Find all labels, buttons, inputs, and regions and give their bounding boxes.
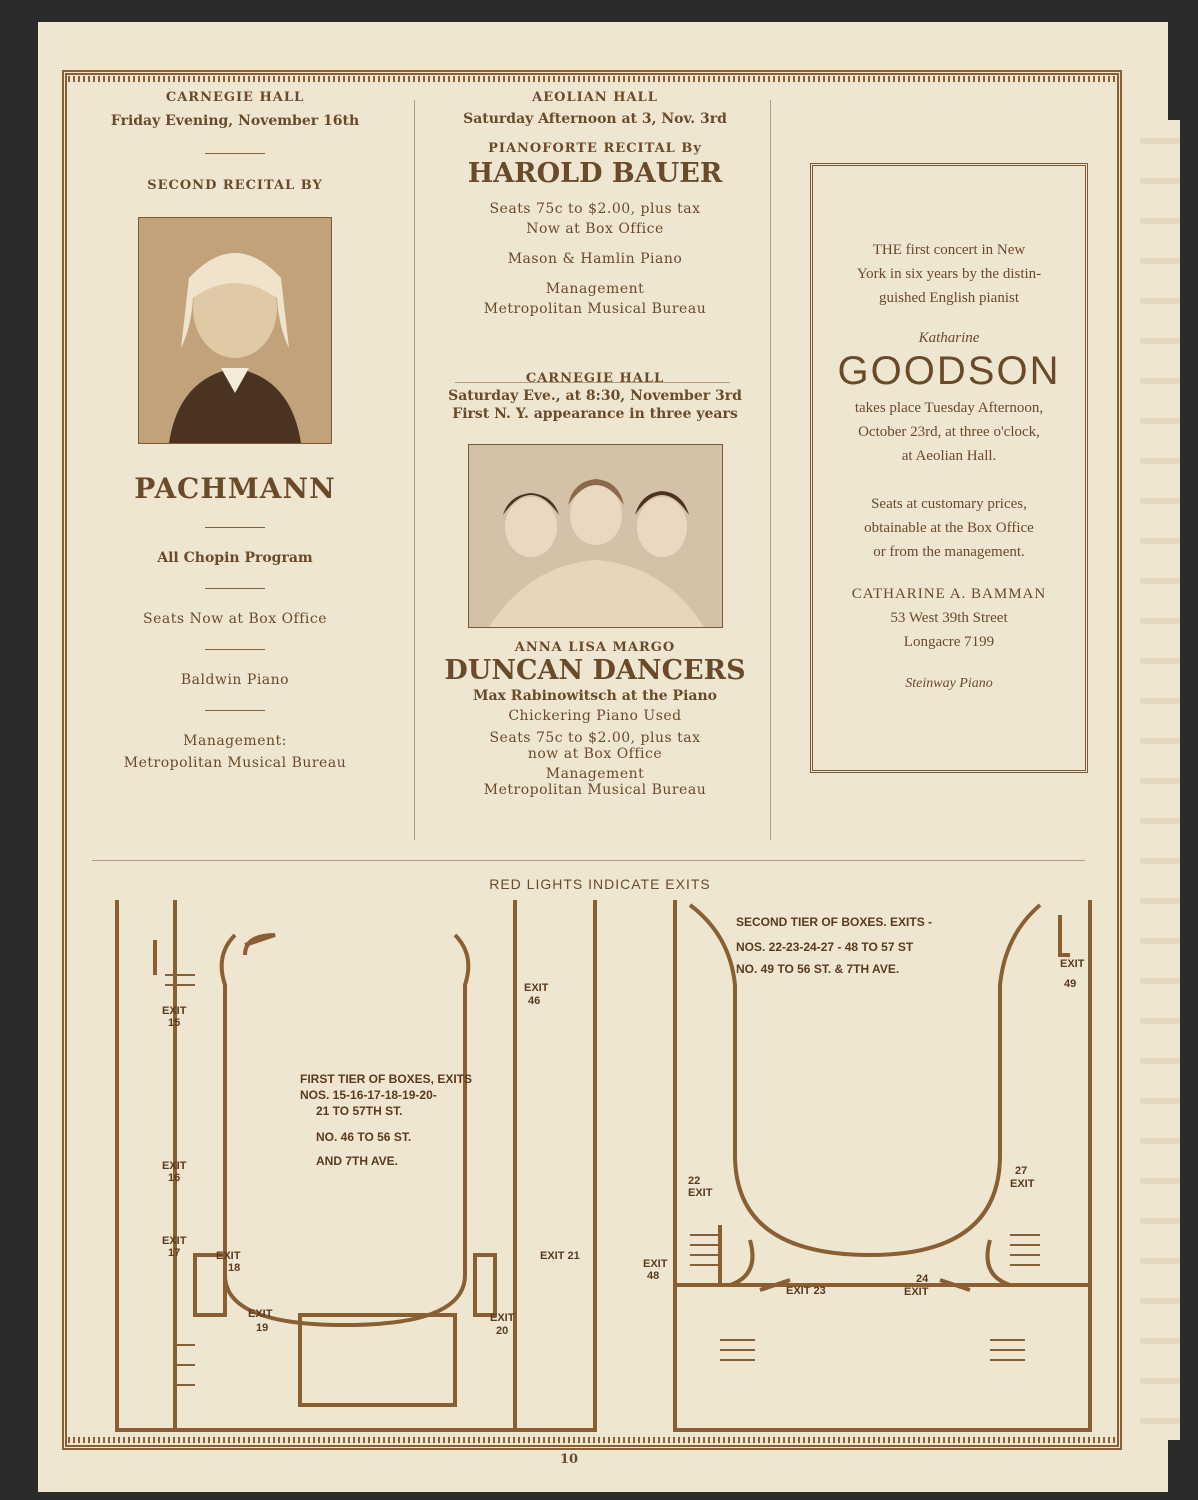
column-divider <box>770 100 771 840</box>
exit-label: EXIT <box>643 1258 668 1270</box>
management: Metropolitan Musical Bureau <box>483 782 707 798</box>
first-tier-label: NOS. 15-16-17-18-19-20- <box>300 1088 437 1102</box>
exit-label: EXIT <box>1010 1178 1035 1190</box>
box-office: now at Box Office <box>527 746 663 762</box>
exit-label: EXIT 21 <box>540 1250 580 1262</box>
intro: PIANOFORTE RECITAL By <box>488 141 702 156</box>
text-line: at Aeolian Hall. <box>901 448 997 464</box>
first-tier-label: FIRST TIER OF BOXES, EXITS <box>300 1072 473 1086</box>
portrait-photo <box>138 217 332 444</box>
exit-label: EXIT <box>490 1312 515 1324</box>
diagram-title: RED LIGHTS INDICATE EXITS <box>489 876 711 892</box>
second-tier-label: NOS. 22-23-24-27 - 48 TO 57 ST <box>736 940 914 954</box>
seats: Seats Now at Box Office <box>142 611 328 627</box>
text-line: October 23rd, at three o'clock, <box>858 424 1040 440</box>
torn-edge <box>1140 120 1180 1440</box>
bauer-duncan-ads <box>430 90 760 798</box>
seats: Seats 75c to $2.00, plus tax <box>489 201 701 217</box>
first-name: Katharine <box>918 330 980 346</box>
management: Metropolitan Musical Bureau <box>483 301 707 317</box>
text-line: obtainable at the Box Office <box>864 520 1034 536</box>
piano: Chickering Piano Used <box>508 708 682 724</box>
box-office: Now at Box Office <box>526 221 664 237</box>
artist-name: HAROLD BAUER <box>467 158 723 189</box>
exit-label: EXIT <box>248 1308 273 1320</box>
venue: CARNEGIE HALL <box>525 371 665 386</box>
piano: Steinway Piano <box>905 676 993 691</box>
first-tier-label: AND 7TH AVE. <box>316 1154 399 1168</box>
exit-label: EXIT <box>162 1160 187 1172</box>
venue: CARNEGIE HALL <box>165 90 305 105</box>
exit-number: 18 <box>228 1262 241 1274</box>
goodson-ad <box>810 163 1088 773</box>
divider <box>205 527 265 528</box>
text-line: THE first concert in New <box>872 242 1026 258</box>
text-line: guished English pianist <box>879 290 1019 306</box>
exit-label: EXIT <box>162 1235 187 1247</box>
exit-number: 48 <box>647 1270 660 1282</box>
text-line: takes place Tuesday Afternoon, <box>854 400 1044 416</box>
management-label: Management <box>545 766 645 782</box>
second-tier-label: SECOND TIER OF BOXES. EXITS - <box>736 915 933 929</box>
exit-number: 49 <box>1064 978 1077 990</box>
date: Saturday Eve., at 8:30, November 3rd <box>448 388 742 404</box>
exit-label: EXIT <box>904 1286 929 1298</box>
exit-number: 22 <box>688 1175 701 1187</box>
intro: SECOND RECITAL BY <box>147 178 323 193</box>
exit-number: 19 <box>256 1322 269 1334</box>
pachmann-ad <box>95 90 375 771</box>
exit-number: 20 <box>496 1325 509 1337</box>
exit-number: 27 <box>1015 1165 1028 1177</box>
divider <box>205 710 265 711</box>
management-label: Management <box>545 281 645 297</box>
exit-label: EXIT <box>162 1005 187 1017</box>
phone: Longacre 7199 <box>903 634 995 650</box>
text-line: York in six years by the distin- <box>856 266 1042 282</box>
date: Saturday Afternoon at 3, Nov. 3rd <box>463 111 727 127</box>
text-line: or from the management. <box>873 544 1025 560</box>
exit-label: EXIT 23 <box>786 1285 826 1297</box>
exit-number: 16 <box>168 1172 181 1184</box>
dotted-rule-top <box>68 76 1116 82</box>
note: First N. Y. appearance in three years <box>452 406 738 422</box>
exit-label: EXIT <box>216 1250 241 1262</box>
exit-label: EXIT <box>688 1187 713 1199</box>
dancer-names: ANNA LISA MARGO <box>514 640 676 655</box>
date: Friday Evening, November 16th <box>110 113 360 129</box>
text-line: Seats at customary prices, <box>871 496 1027 512</box>
dancers-photo <box>468 444 723 628</box>
venue: AEOLIAN HALL <box>532 90 658 105</box>
seats: Seats 75c to $2.00, plus tax <box>489 730 701 746</box>
address: 53 West 39th Street <box>890 610 1008 626</box>
manager: CATHARINE A. BAMMAN <box>851 586 1047 602</box>
column-divider <box>414 100 415 840</box>
dotted-rule-bottom <box>68 1437 1116 1443</box>
program: All Chopin Program <box>157 550 313 566</box>
divider <box>205 649 265 650</box>
exit-number: 15 <box>168 1017 181 1029</box>
divider <box>205 153 265 154</box>
exit-label: EXIT <box>1060 958 1085 970</box>
artist-name: DUNCAN DANCERS <box>444 655 746 686</box>
artist-name: PACHMANN <box>134 472 336 505</box>
exit-label: EXIT <box>524 982 549 994</box>
first-tier-label: 21 TO 57TH ST. <box>316 1104 403 1118</box>
artist-name: GOODSON <box>837 349 1061 393</box>
divider <box>205 588 265 589</box>
exit-number: 46 <box>528 995 541 1007</box>
page-number: 10 <box>560 1452 579 1467</box>
management: Metropolitan Musical Bureau <box>123 755 347 771</box>
section-divider <box>92 860 1085 861</box>
management-label: Management: <box>183 733 287 749</box>
piano: Mason & Hamlin Piano <box>507 251 683 267</box>
piano: Baldwin Piano <box>180 672 290 688</box>
exit-number: 24 <box>916 1273 929 1285</box>
second-tier-label: NO. 49 TO 56 ST. & 7TH AVE. <box>736 962 900 976</box>
exit-number: 17 <box>168 1247 181 1259</box>
first-tier-label: NO. 46 TO 56 ST. <box>316 1130 412 1144</box>
second-tier-plan <box>660 895 1100 1435</box>
pianist: Max Rabinowitsch at the Piano <box>472 688 717 704</box>
